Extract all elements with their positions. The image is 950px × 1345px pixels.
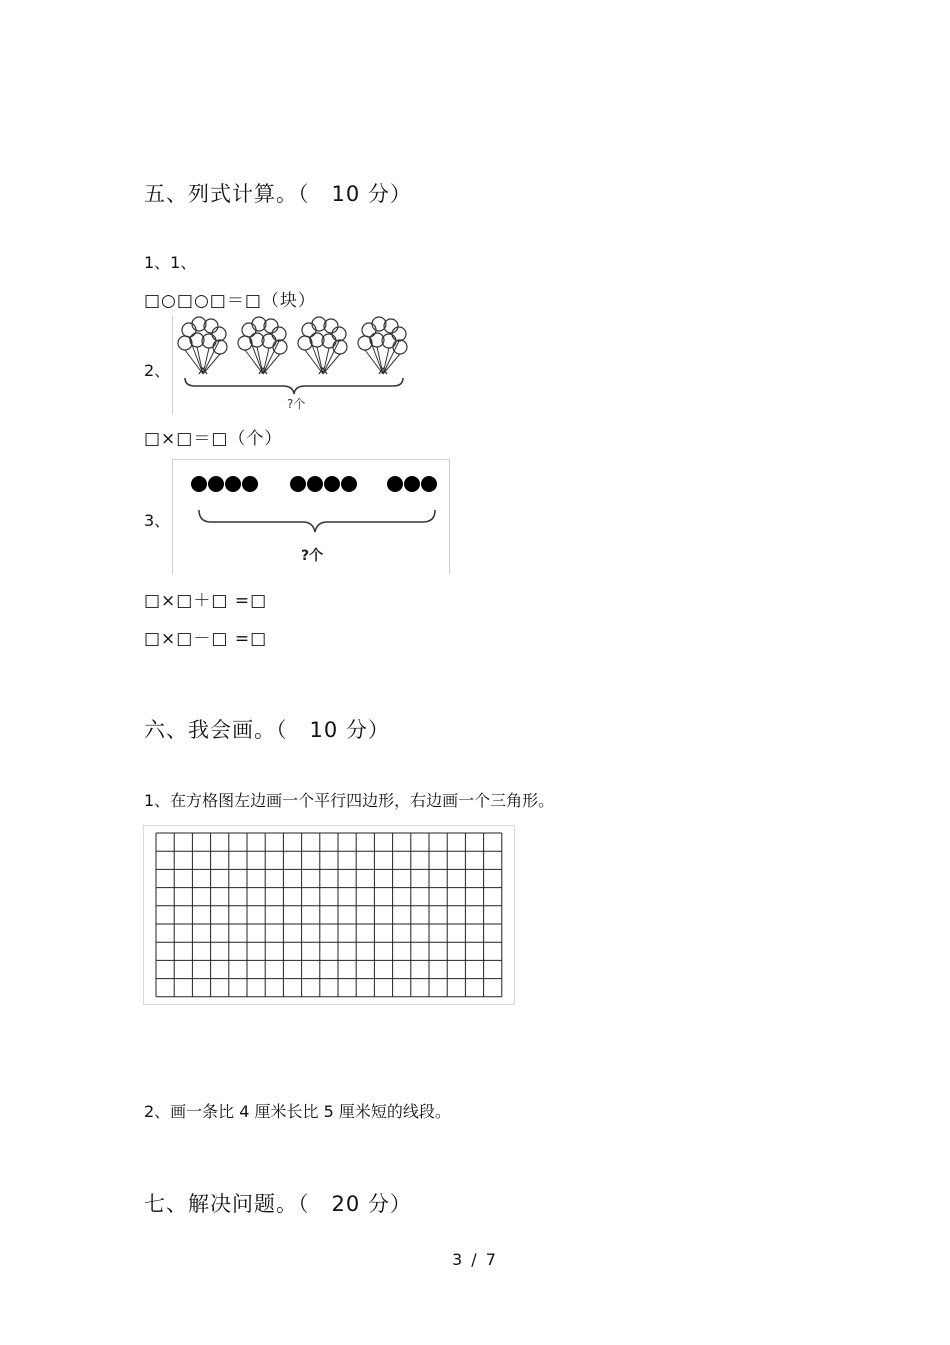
page-number: 3 / 7: [452, 1250, 498, 1269]
q2-equation: □×□＝□（个）: [144, 429, 283, 449]
q1-label: 1、1、: [144, 253, 197, 272]
dot-group-3: [387, 476, 437, 492]
section6-q2: 2、画一条比 4 厘米长比 5 厘米短的线段。: [144, 1102, 451, 1121]
q1-equation: □○□○□＝□（块）: [144, 291, 316, 311]
q3-label: 3、: [144, 511, 171, 530]
q2-label: 2、: [144, 361, 171, 380]
drawing-grid-frame: [143, 825, 515, 1005]
q3-question-label: ?个: [301, 548, 324, 564]
section5-heading: 五、列式计算。（ 10 分）: [144, 182, 412, 206]
drawing-grid[interactable]: [144, 826, 514, 1004]
brace: [199, 510, 435, 532]
balloon-bunch-2: [238, 317, 287, 374]
dot-group-1: [191, 476, 258, 492]
q3-equation-b: □×□－□ =□: [144, 629, 268, 649]
section6-q1: 1、在方格图左边画一个平行四边形，右边画一个三角形。: [144, 791, 555, 810]
balloons-drawing: [173, 316, 415, 414]
dots-drawing: [173, 460, 449, 574]
q2-question-label: ?个: [287, 397, 306, 411]
q3-equation-a: □×□＋□ =□: [144, 591, 268, 611]
balloon-bunch-1: [178, 317, 227, 374]
section6-heading: 六、我会画。（ 10 分）: [144, 718, 390, 742]
section7-heading: 七、解决问题。（ 20 分）: [144, 1192, 412, 1216]
dots-figure: [172, 459, 450, 574]
brace: [185, 378, 403, 394]
dot-group-2: [290, 476, 357, 492]
balloons-figure: [172, 316, 415, 414]
balloon-bunch-4: [358, 317, 407, 374]
balloon-bunch-3: [298, 317, 347, 374]
